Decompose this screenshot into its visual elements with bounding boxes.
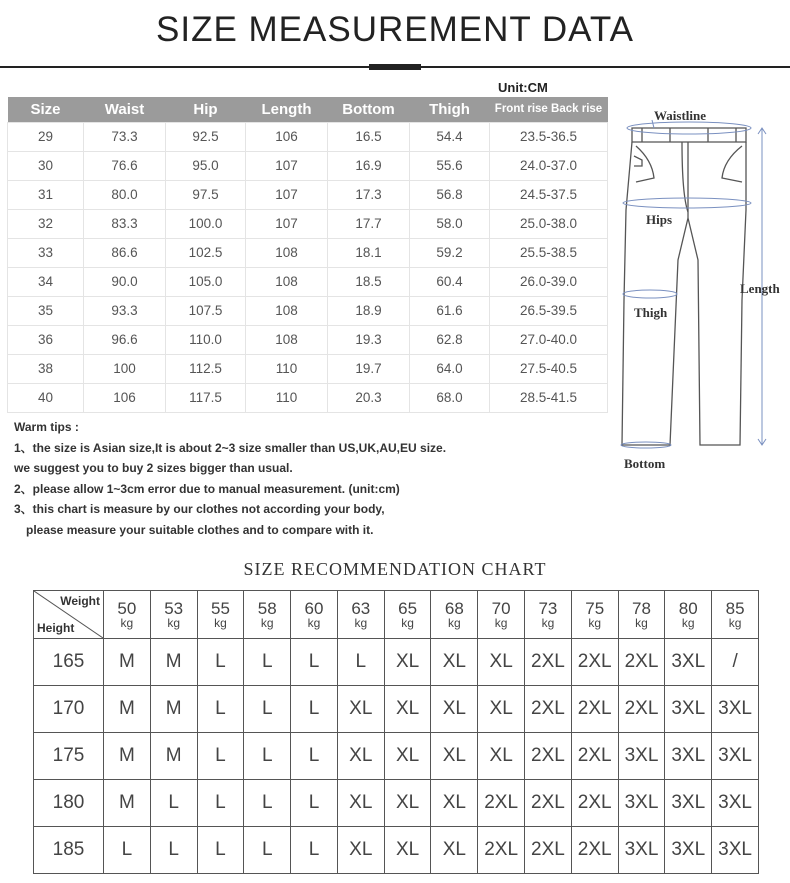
weight-value: 65 (398, 599, 418, 618)
cell-waist: 100 (84, 354, 166, 383)
height-row (34, 827, 759, 874)
cell-size: 36 (8, 325, 84, 354)
height-row (34, 780, 759, 827)
recommended-size: XL (384, 686, 431, 733)
tip-line: we suggest you to buy 2 sizes bigger than usual. (14, 461, 293, 475)
recommended-size: L (291, 733, 338, 780)
weight-value: 63 (351, 599, 371, 618)
weight-unit: kg (448, 616, 461, 630)
cell-rise: 24.0-37.0 (490, 151, 608, 180)
cell-waist: 80.0 (84, 180, 166, 209)
weight-value: 50 (117, 599, 137, 618)
cell-waist: 86.6 (84, 238, 166, 267)
tip-line: please measure your suitable clothes and to compare with it. (26, 522, 374, 537)
cell-size: 32 (8, 209, 84, 238)
recommended-size: 3XL (712, 733, 759, 780)
recommended-size: M (104, 733, 151, 780)
weight-value: 60 (304, 599, 324, 618)
recommended-size: L (337, 639, 384, 686)
cell-size: 33 (8, 238, 84, 267)
height-row (34, 686, 759, 733)
recommended-size: 3XL (618, 733, 665, 780)
page-title: SIZE MEASUREMENT DATA (156, 10, 634, 49)
cell-thigh: 54.4 (410, 122, 490, 151)
header-rise: Front rise Back rise (490, 97, 608, 122)
cell-length: 108 (246, 267, 328, 296)
height-value: 175 (34, 733, 104, 780)
header-hip: Hip (166, 97, 246, 122)
weight-unit: kg (214, 616, 227, 630)
recommended-size: 3XL (665, 780, 712, 827)
weight-unit: kg (307, 616, 321, 630)
cell-bottom: 17.7 (328, 209, 410, 238)
tip-line: 2、please allow 1~3cm error due to manual measurement. (unit:cm) (14, 481, 400, 496)
cell-size: 38 (8, 354, 84, 383)
thigh-label: Thigh (634, 305, 668, 320)
recommended-size: 2XL (525, 686, 572, 733)
weight-unit: kg (681, 616, 695, 630)
recommended-size: M (104, 639, 151, 686)
recommended-size: L (197, 827, 244, 874)
tip-line: 3、this chart is measure by our clothes not according your body, (14, 502, 385, 516)
cell-hip: 117.5 (166, 383, 246, 412)
recommended-size: 2XL (525, 639, 572, 686)
recommended-size: 2XL (525, 733, 572, 780)
cell-bottom: 19.3 (328, 325, 410, 354)
recommendation-title: SIZE RECOMMENDATION CHART (243, 559, 547, 579)
weight-header (291, 591, 338, 639)
cell-length: 106 (246, 122, 328, 151)
cell-length: 110 (246, 383, 328, 412)
weight-header (104, 591, 151, 639)
recommended-size: M (150, 639, 197, 686)
cell-rise: 26.5-39.5 (490, 296, 608, 325)
recommended-size: XL (384, 639, 431, 686)
size-row (8, 122, 608, 151)
cell-waist: 73.3 (84, 122, 166, 151)
cell-length: 108 (246, 296, 328, 325)
recommended-size: 3XL (712, 827, 759, 874)
weight-value: 75 (585, 599, 605, 618)
recommended-size: 2XL (618, 686, 665, 733)
recommended-size: XL (431, 780, 478, 827)
weight-value: 78 (632, 599, 651, 618)
weight-value: 55 (210, 599, 230, 618)
cell-rise: 24.5-37.5 (490, 180, 608, 209)
cell-length: 107 (246, 180, 328, 209)
recommended-size: M (150, 686, 197, 733)
weight-header (525, 591, 572, 639)
recommended-size: XL (431, 733, 478, 780)
recommended-size: L (291, 780, 338, 827)
cell-thigh: 64.0 (410, 354, 490, 383)
recommended-size: XL (478, 639, 525, 686)
cell-waist: 83.3 (84, 209, 166, 238)
weight-unit: kg (541, 616, 555, 630)
weight-value: 85 (725, 599, 745, 618)
cell-hip: 95.0 (166, 151, 246, 180)
recommended-size: 3XL (665, 733, 712, 780)
recommended-size: 2XL (571, 639, 618, 686)
header-thigh: Thigh (410, 97, 490, 122)
cell-bottom: 20.3 (328, 383, 410, 412)
size-row (8, 325, 608, 354)
height-value: 165 (34, 639, 104, 686)
size-row (8, 209, 608, 238)
height-value: 170 (34, 686, 104, 733)
recommended-size: L (197, 639, 244, 686)
cell-thigh: 56.8 (410, 180, 490, 209)
weight-unit: kg (728, 616, 742, 630)
cell-size: 31 (8, 180, 84, 209)
recommended-size: L (244, 827, 291, 874)
recommended-size: L (197, 686, 244, 733)
tips-heading: Warm tips : (14, 420, 79, 434)
recommended-size: 2XL (618, 639, 665, 686)
header-bottom: Bottom (328, 97, 410, 122)
recommended-size: 2XL (571, 686, 618, 733)
cell-thigh: 61.6 (410, 296, 490, 325)
cell-length: 107 (246, 151, 328, 180)
cell-length: 108 (246, 238, 328, 267)
recommended-size: L (244, 639, 291, 686)
recommended-size: XL (384, 733, 431, 780)
cell-hip: 112.5 (166, 354, 246, 383)
cell-rise: 27.0-40.0 (490, 325, 608, 354)
cell-bottom: 19.7 (328, 354, 410, 383)
recommended-size: XL (384, 827, 431, 874)
cell-waist: 93.3 (84, 296, 166, 325)
cell-size: 35 (8, 296, 84, 325)
cell-length: 107 (246, 209, 328, 238)
recommended-size: 3XL (712, 780, 759, 827)
height-row (34, 639, 759, 686)
cell-rise: 25.5-38.5 (490, 238, 608, 267)
recommended-size: XL (337, 780, 384, 827)
weight-header (712, 591, 759, 639)
recommended-size: L (197, 780, 244, 827)
cell-length: 108 (246, 325, 328, 354)
weight-header (337, 591, 384, 639)
weight-unit: kg (120, 616, 134, 630)
weight-header (618, 591, 665, 639)
weight-value: 70 (491, 599, 511, 618)
cell-hip: 100.0 (166, 209, 246, 238)
recommended-size: XL (478, 686, 525, 733)
recommended-size: L (150, 827, 197, 874)
cell-thigh: 68.0 (410, 383, 490, 412)
size-row (8, 354, 608, 383)
cell-hip: 92.5 (166, 122, 246, 151)
recommended-size: L (291, 686, 338, 733)
cell-size: 34 (8, 267, 84, 296)
header-length: Length (246, 97, 328, 122)
recommended-size: XL (337, 827, 384, 874)
height-value: 185 (34, 827, 104, 874)
weight-value: 80 (678, 599, 698, 618)
size-row (8, 151, 608, 180)
recommended-size: 3XL (665, 686, 712, 733)
cell-hip: 107.5 (166, 296, 246, 325)
recommended-size: L (291, 639, 338, 686)
weight-unit: kg (635, 616, 648, 630)
cell-waist: 96.6 (84, 325, 166, 354)
recommended-size: 2XL (571, 780, 618, 827)
cell-waist: 90.0 (84, 267, 166, 296)
weight-value: 73 (538, 599, 558, 618)
cell-thigh: 60.4 (410, 267, 490, 296)
weight-value: 58 (257, 599, 277, 618)
recommended-size: 3XL (665, 639, 712, 686)
recommended-size: 2XL (571, 827, 618, 874)
recommended-size: L (197, 733, 244, 780)
cell-bottom: 18.9 (328, 296, 410, 325)
recommended-size: / (712, 639, 759, 686)
waistline-label: Waistline (654, 108, 707, 123)
size-row (8, 238, 608, 267)
pants-diagram (612, 100, 790, 480)
weight-header (150, 591, 197, 639)
cell-thigh: 62.8 (410, 325, 490, 354)
size-row (8, 267, 608, 296)
cell-length: 110 (246, 354, 328, 383)
weight-header (431, 591, 478, 639)
cell-hip: 97.5 (166, 180, 246, 209)
cell-hip: 105.0 (166, 267, 246, 296)
cell-rise: 27.5-40.5 (490, 354, 608, 383)
header-waist: Waist (84, 97, 166, 122)
recommendation-header-row (34, 591, 759, 639)
recommended-size: XL (431, 639, 478, 686)
recommended-size: L (244, 733, 291, 780)
cell-waist: 106 (84, 383, 166, 412)
weight-axis-label: Weight (60, 594, 100, 608)
recommended-size: XL (478, 733, 525, 780)
recommended-size: 2XL (571, 733, 618, 780)
bottom-label: Bottom (624, 456, 666, 471)
recommended-size: M (104, 780, 151, 827)
cell-rise: 28.5-41.5 (490, 383, 608, 412)
weight-unit: kg (167, 616, 181, 630)
cell-size: 40 (8, 383, 84, 412)
recommended-size: M (104, 686, 151, 733)
unit-label: Unit:CM (498, 80, 548, 95)
height-value: 180 (34, 780, 104, 827)
recommended-size: 3XL (618, 827, 665, 874)
size-row (8, 296, 608, 325)
size-measurement-table (7, 97, 608, 413)
recommended-size: XL (384, 780, 431, 827)
tip-line: 1、the size is Asian size,It is about 2~3 size smaller than US,UK,AU,EU size. (14, 440, 447, 455)
height-axis-label: Height (37, 621, 75, 635)
size-table-header (8, 97, 608, 122)
recommended-size: XL (431, 827, 478, 874)
recommended-size: L (150, 780, 197, 827)
header-size: Size (8, 97, 84, 122)
weight-unit: kg (588, 616, 602, 630)
recommended-size: 2XL (525, 780, 572, 827)
hips-label: Hips (646, 212, 673, 227)
cell-bottom: 18.1 (328, 238, 410, 267)
cell-waist: 76.6 (84, 151, 166, 180)
recommended-size: 2XL (525, 827, 572, 874)
cell-thigh: 58.0 (410, 209, 490, 238)
weight-header (478, 591, 525, 639)
weight-unit: kg (260, 616, 274, 630)
cell-bottom: 16.9 (328, 151, 410, 180)
recommended-size: L (244, 686, 291, 733)
recommended-size: XL (431, 686, 478, 733)
weight-unit: kg (494, 616, 508, 630)
length-label: Length (740, 281, 780, 296)
weight-unit: kg (401, 616, 414, 630)
weight-header (665, 591, 712, 639)
cell-hip: 102.5 (166, 238, 246, 267)
title-accent-bar (369, 64, 421, 70)
recommended-size: 2XL (478, 780, 525, 827)
cell-size: 29 (8, 122, 84, 151)
weight-unit: kg (354, 616, 368, 630)
weight-header (384, 591, 431, 639)
cell-bottom: 18.5 (328, 267, 410, 296)
height-row (34, 733, 759, 780)
cell-thigh: 59.2 (410, 238, 490, 267)
warm-tips (14, 417, 446, 540)
weight-header (197, 591, 244, 639)
recommended-size: M (150, 733, 197, 780)
cell-bottom: 16.5 (328, 122, 410, 151)
recommended-size: XL (337, 733, 384, 780)
cell-thigh: 55.6 (410, 151, 490, 180)
recommended-size: 3XL (712, 686, 759, 733)
recommended-size: L (244, 780, 291, 827)
cell-bottom: 17.3 (328, 180, 410, 209)
recommended-size: L (104, 827, 151, 874)
weight-header (244, 591, 291, 639)
cell-hip: 110.0 (166, 325, 246, 354)
weight-header (571, 591, 618, 639)
recommended-size: 3XL (618, 780, 665, 827)
weight-height-corner (34, 591, 104, 639)
cell-size: 30 (8, 151, 84, 180)
weight-value: 68 (444, 599, 464, 618)
weight-value: 53 (164, 599, 184, 618)
recommended-size: 2XL (478, 827, 525, 874)
recommended-size: XL (337, 686, 384, 733)
size-row (8, 180, 608, 209)
recommended-size: 3XL (665, 827, 712, 874)
size-recommendation-table (33, 590, 759, 874)
recommended-size: L (291, 827, 338, 874)
cell-rise: 23.5-36.5 (490, 122, 608, 151)
cell-rise: 26.0-39.0 (490, 267, 608, 296)
cell-rise: 25.0-38.0 (490, 209, 608, 238)
size-row (8, 383, 608, 412)
